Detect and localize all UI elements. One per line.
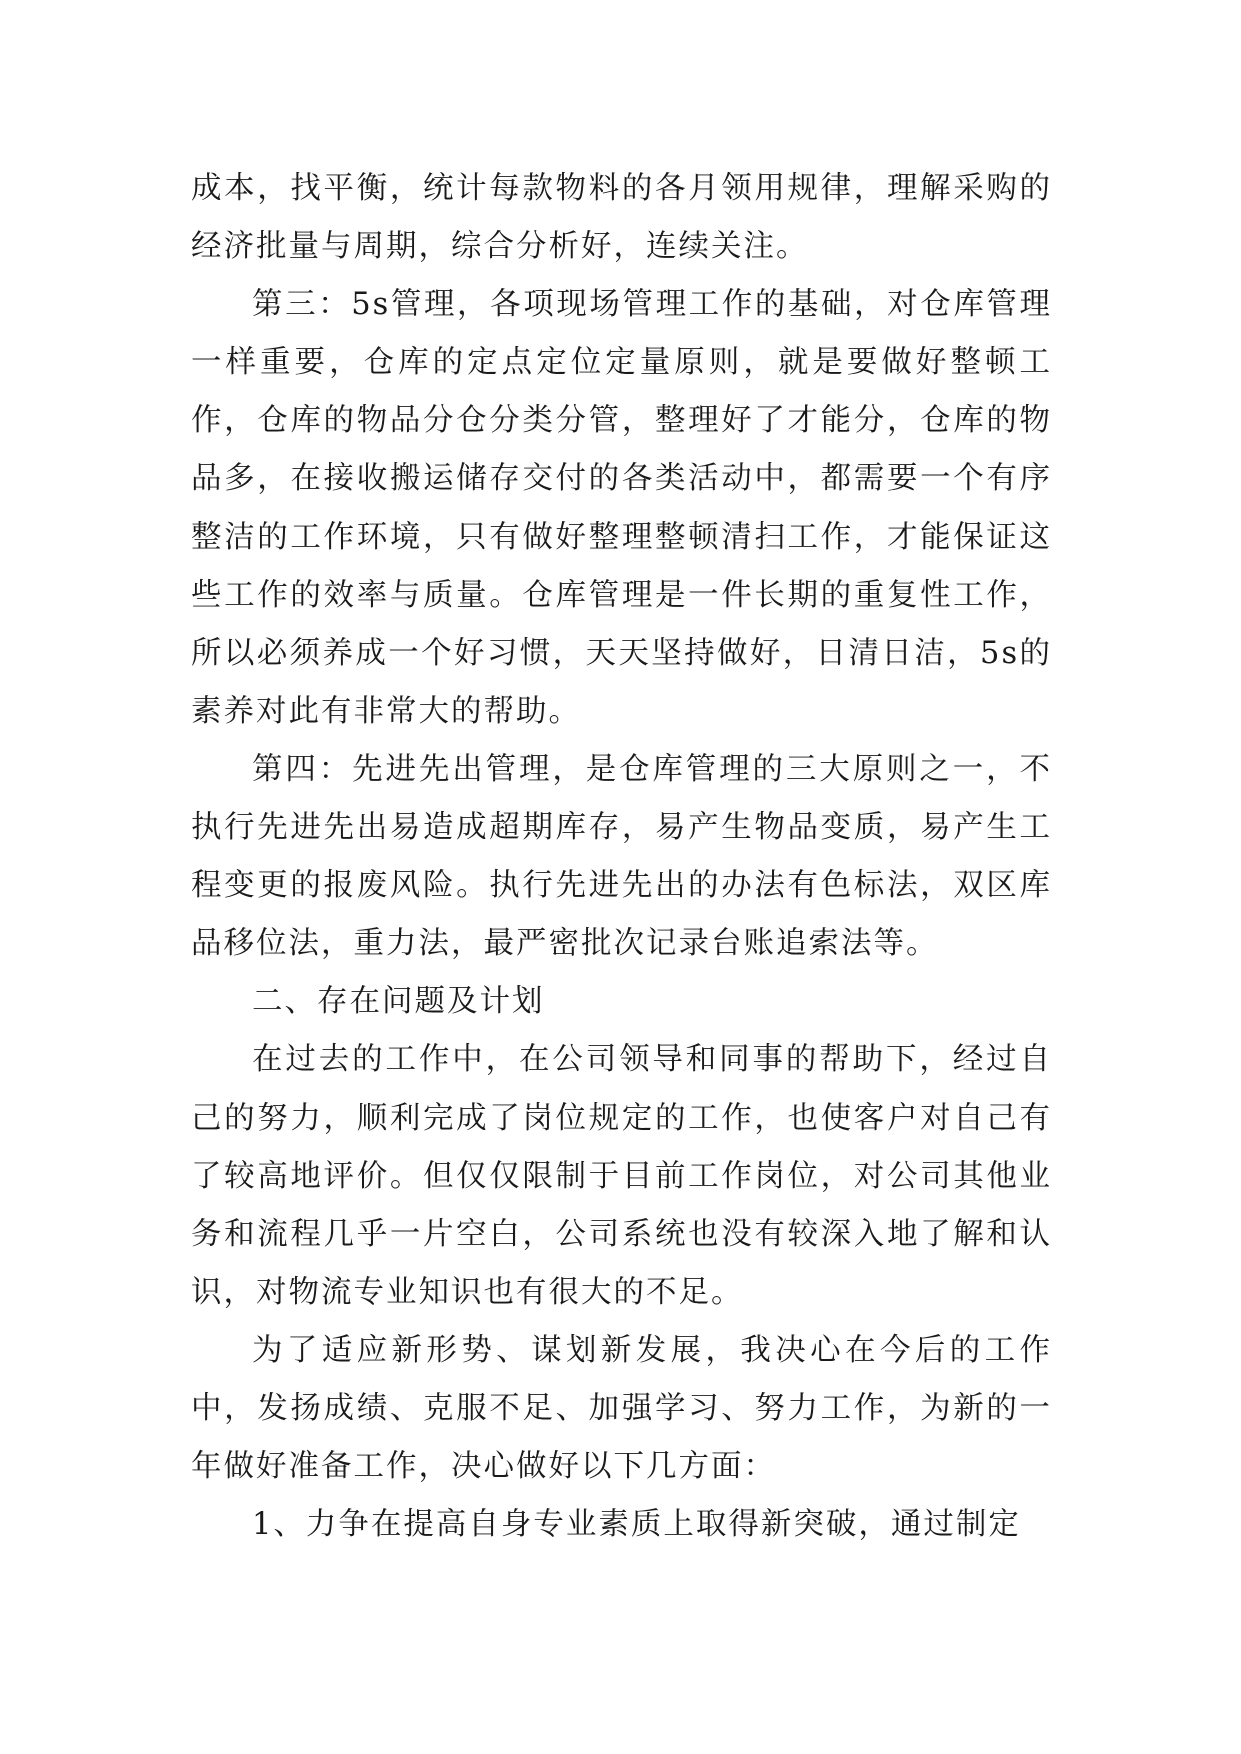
document-body bbox=[191, 160, 1052, 1554]
paragraph-new-development: 为了适应新形势、谋划新发展，我决心在今后的工作中，发扬成绩、克服不足、加强学习、努力工作，为新的一年做好准备工作，决心做好以下几方面： bbox=[191, 1332, 1052, 1485]
paragraph-cost-balance: 成本，找平衡，统计每款物料的各月领用规律，理解采购的经济批量与周期，综合分析好，连续关注。 bbox=[191, 171, 1052, 265]
paragraph-past-work: 在过去的工作中，在公司领导和同事的帮助下，经过自己的努力，顺利完成了岗位规定的工作，也使客户对自己有了较高地评价。但仅仅限制于目前工作岗位，对公司其他业务和流程几乎一片空白，公司系统也没有较深入地了解和认识，对物流专业知识也有很大的不足。 bbox=[191, 1042, 1052, 1310]
paragraph-5s-management: 第三：5s管理，各项现场管理工作的基础，对仓库管理一样重要，仓库的定点定位定量原则，就是要做好整顿工作，仓库的物品分仓分类分管，整理好了才能分，仓库的物品多，在接收搬运储存交付的各类活动中，都需要一个有序整洁的工作环境，只有做好整理整顿清扫工作，才能保证这些工作的效率与质量。仓库管理是一件长期的重复性工作，所以必须养成一个好习惯，天天坚持做好，日清日洁，5s的素养对此有非常大的帮助。 bbox=[191, 287, 1052, 729]
list-item-1: 1、力争在提高自身专业素质上取得新突破，通过制定 bbox=[252, 1507, 1021, 1543]
paragraph-fifo-management: 第四：先进先出管理，是仓库管理的三大原则之一，不执行先进先出易造成超期库存，易产生物品变质，易产生工程变更的报废风险。执行先进先出的办法有色标法，双区库品移位法，重力法，最严密批次记录台账追索法等。 bbox=[191, 751, 1052, 962]
section-heading-problems-plans: 二、存在问题及计划 bbox=[252, 984, 545, 1020]
